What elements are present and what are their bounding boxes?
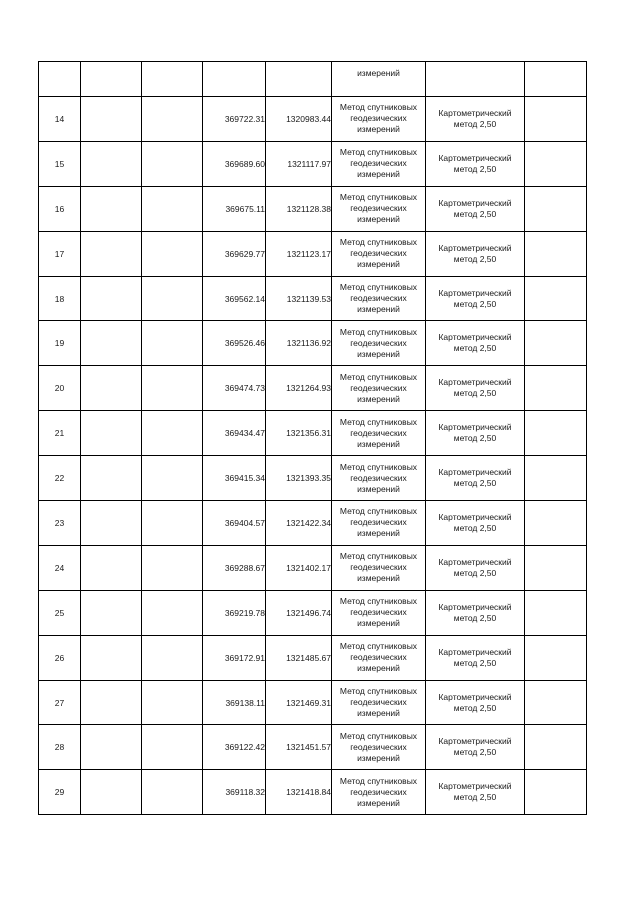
cell-point-number: 28 <box>39 725 81 770</box>
cell-accuracy: Картометрический метод 2,50 <box>426 321 525 366</box>
cell-point-number <box>39 62 81 97</box>
coordinates-table <box>38 61 587 815</box>
cell-point-number: 29 <box>39 770 81 815</box>
cell-old-x <box>81 590 142 635</box>
cell-description <box>525 635 587 680</box>
cell-point-number: 21 <box>39 411 81 456</box>
table-row <box>39 725 587 770</box>
cell-description <box>525 186 587 231</box>
cell-new-x: 369474.73 <box>203 366 266 411</box>
cell-accuracy: Картометрический метод 2,50 <box>426 770 525 815</box>
table-row-continued <box>39 62 587 97</box>
cell-old-x <box>81 680 142 725</box>
cell-new-x: 369526.46 <box>203 321 266 366</box>
cell-point-number: 23 <box>39 501 81 546</box>
cell-accuracy: Картометрический метод 2,50 <box>426 141 525 186</box>
cell-point-number: 18 <box>39 276 81 321</box>
cell-old-x <box>81 321 142 366</box>
cell-new-x: 369404.57 <box>203 501 266 546</box>
cell-description <box>525 545 587 590</box>
cell-new-x: 369415.34 <box>203 456 266 501</box>
cell-old-x <box>81 725 142 770</box>
cell-method: Метод спутниковых геодезических измерений <box>332 635 426 680</box>
cell-point-number: 15 <box>39 141 81 186</box>
cell-accuracy: Картометрический метод 2,50 <box>426 231 525 276</box>
cell-method: Метод спутниковых геодезических измерений <box>332 366 426 411</box>
cell-method: Метод спутниковых геодезических измерений <box>332 770 426 815</box>
cell-new-x: 369629.77 <box>203 231 266 276</box>
cell-method: Метод спутниковых геодезических измерений <box>332 501 426 546</box>
cell-accuracy <box>426 62 525 97</box>
cell-point-number: 16 <box>39 186 81 231</box>
cell-old-y <box>142 366 203 411</box>
cell-method: Метод спутниковых геодезических измерений <box>332 456 426 501</box>
cell-accuracy: Картометрический метод 2,50 <box>426 276 525 321</box>
cell-point-number: 22 <box>39 456 81 501</box>
cell-old-y <box>142 276 203 321</box>
table-row <box>39 97 587 142</box>
cell-old-x <box>81 231 142 276</box>
cell-new-x: 369562.14 <box>203 276 266 321</box>
cell-new-x: 369118.32 <box>203 770 266 815</box>
cell-description <box>525 501 587 546</box>
cell-method: Метод спутниковых геодезических измерений <box>332 725 426 770</box>
cell-method: Метод спутниковых геодезических измерений <box>332 590 426 635</box>
cell-old-y <box>142 411 203 456</box>
cell-method: измерений <box>332 62 426 97</box>
cell-accuracy: Картометрический метод 2,50 <box>426 97 525 142</box>
cell-old-y <box>142 186 203 231</box>
cell-new-y: 1321451.57 <box>266 725 332 770</box>
cell-new-y: 1321393.35 <box>266 456 332 501</box>
cell-point-number: 27 <box>39 680 81 725</box>
cell-old-y <box>142 62 203 97</box>
cell-method: Метод спутниковых геодезических измерений <box>332 321 426 366</box>
cell-new-y: 1321402.17 <box>266 545 332 590</box>
cell-description <box>525 411 587 456</box>
cell-point-number: 25 <box>39 590 81 635</box>
cell-accuracy: Картометрический метод 2,50 <box>426 635 525 680</box>
cell-new-y: 1321136.92 <box>266 321 332 366</box>
table-row <box>39 680 587 725</box>
table-row <box>39 501 587 546</box>
cell-old-x <box>81 545 142 590</box>
cell-old-x <box>81 97 142 142</box>
cell-old-y <box>142 97 203 142</box>
cell-accuracy: Картометрический метод 2,50 <box>426 545 525 590</box>
cell-new-x: 369689.60 <box>203 141 266 186</box>
cell-method: Метод спутниковых геодезических измерений <box>332 680 426 725</box>
cell-description <box>525 456 587 501</box>
cell-accuracy: Картометрический метод 2,50 <box>426 590 525 635</box>
table-row <box>39 635 587 680</box>
table-row <box>39 141 587 186</box>
cell-old-x <box>81 501 142 546</box>
cell-new-x: 369675.11 <box>203 186 266 231</box>
cell-old-y <box>142 725 203 770</box>
cell-new-x <box>203 62 266 97</box>
table-row <box>39 366 587 411</box>
cell-accuracy: Картометрический метод 2,50 <box>426 680 525 725</box>
cell-method: Метод спутниковых геодезических измерений <box>332 411 426 456</box>
cell-new-x: 369219.78 <box>203 590 266 635</box>
table-row <box>39 231 587 276</box>
cell-method: Метод спутниковых геодезических измерений <box>332 141 426 186</box>
cell-point-number: 26 <box>39 635 81 680</box>
table-row <box>39 770 587 815</box>
cell-old-y <box>142 321 203 366</box>
cell-point-number: 17 <box>39 231 81 276</box>
table-row <box>39 590 587 635</box>
cell-new-y: 1321418.84 <box>266 770 332 815</box>
cell-old-y <box>142 456 203 501</box>
table-body <box>39 62 587 815</box>
cell-accuracy: Картометрический метод 2,50 <box>426 186 525 231</box>
cell-old-x <box>81 62 142 97</box>
cell-new-y: 1321264.93 <box>266 366 332 411</box>
cell-old-x <box>81 366 142 411</box>
cell-description <box>525 231 587 276</box>
cell-method: Метод спутниковых геодезических измерений <box>332 231 426 276</box>
cell-new-x: 369122.42 <box>203 725 266 770</box>
cell-accuracy: Картометрический метод 2,50 <box>426 456 525 501</box>
cell-new-y: 1321128.38 <box>266 186 332 231</box>
cell-old-y <box>142 590 203 635</box>
cell-new-y: 1321422.34 <box>266 501 332 546</box>
cell-old-x <box>81 456 142 501</box>
cell-old-x <box>81 141 142 186</box>
cell-description <box>525 97 587 142</box>
cell-description <box>525 321 587 366</box>
cell-description <box>525 725 587 770</box>
table-row <box>39 456 587 501</box>
cell-description <box>525 590 587 635</box>
cell-old-y <box>142 545 203 590</box>
cell-new-y: 1321496.74 <box>266 590 332 635</box>
cell-point-number: 20 <box>39 366 81 411</box>
cell-new-x: 369138.11 <box>203 680 266 725</box>
cell-description <box>525 141 587 186</box>
cell-description <box>525 276 587 321</box>
cell-new-x: 369722.31 <box>203 97 266 142</box>
cell-old-y <box>142 770 203 815</box>
cell-old-y <box>142 141 203 186</box>
table-row <box>39 276 587 321</box>
cell-new-y: 1321139.53 <box>266 276 332 321</box>
cell-old-x <box>81 770 142 815</box>
table-row <box>39 321 587 366</box>
cell-method: Метод спутниковых геодезических измерений <box>332 186 426 231</box>
cell-new-x: 369434.47 <box>203 411 266 456</box>
cell-accuracy: Картометрический метод 2,50 <box>426 411 525 456</box>
cell-new-y: 1321469.31 <box>266 680 332 725</box>
cell-new-y: 1321485.67 <box>266 635 332 680</box>
cell-old-y <box>142 231 203 276</box>
cell-accuracy: Картометрический метод 2,50 <box>426 501 525 546</box>
cell-description <box>525 366 587 411</box>
cell-point-number: 19 <box>39 321 81 366</box>
cell-description <box>525 62 587 97</box>
cell-new-y: 1321356.31 <box>266 411 332 456</box>
cell-method: Метод спутниковых геодезических измерений <box>332 276 426 321</box>
table-row <box>39 545 587 590</box>
cell-new-y <box>266 62 332 97</box>
table-row <box>39 411 587 456</box>
cell-old-y <box>142 680 203 725</box>
cell-old-x <box>81 635 142 680</box>
cell-new-y: 1320983.44 <box>266 97 332 142</box>
cell-old-x <box>81 276 142 321</box>
cell-new-y: 1321117.97 <box>266 141 332 186</box>
cell-new-x: 369288.67 <box>203 545 266 590</box>
cell-new-x: 369172.91 <box>203 635 266 680</box>
cell-old-x <box>81 411 142 456</box>
cell-description <box>525 680 587 725</box>
cell-old-y <box>142 635 203 680</box>
cell-method: Метод спутниковых геодезических измерений <box>332 545 426 590</box>
cell-old-x <box>81 186 142 231</box>
cell-point-number: 24 <box>39 545 81 590</box>
cell-point-number: 14 <box>39 97 81 142</box>
cell-description <box>525 770 587 815</box>
cell-new-y: 1321123.17 <box>266 231 332 276</box>
table-row <box>39 186 587 231</box>
cell-old-y <box>142 501 203 546</box>
cell-method: Метод спутниковых геодезических измерений <box>332 97 426 142</box>
cell-accuracy: Картометрический метод 2,50 <box>426 366 525 411</box>
cell-accuracy: Картометрический метод 2,50 <box>426 725 525 770</box>
